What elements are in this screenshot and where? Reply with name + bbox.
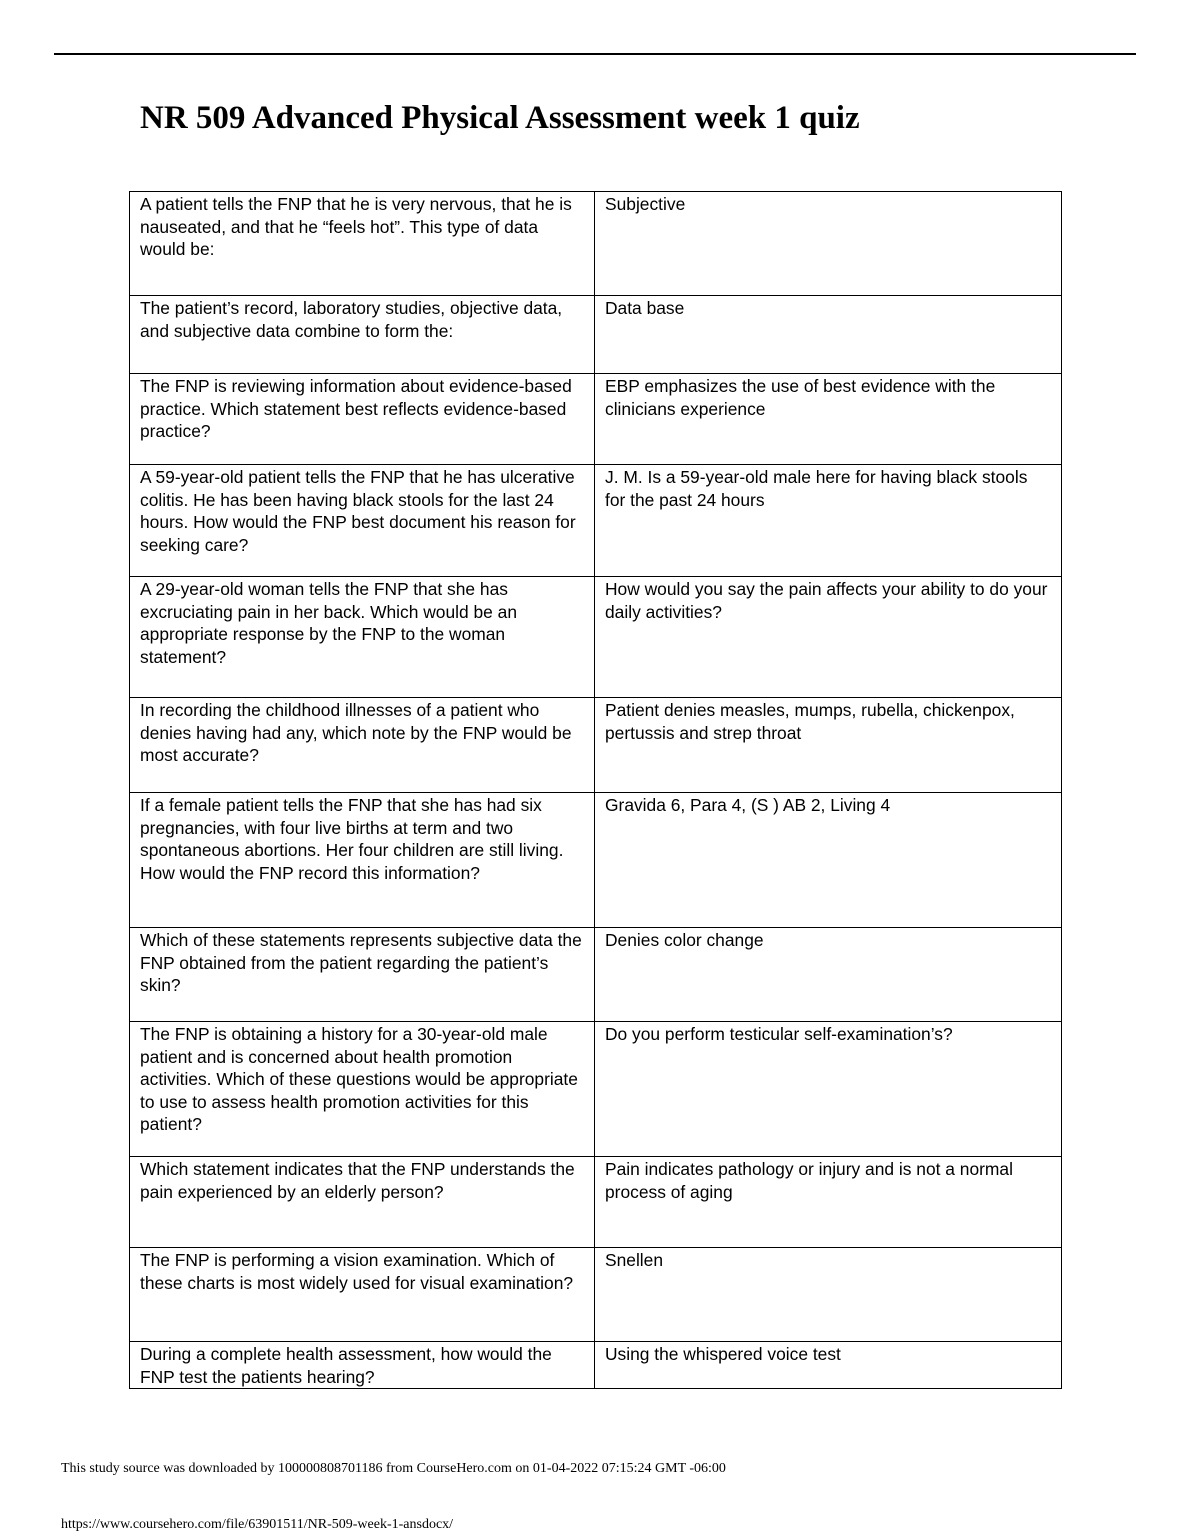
table-row (130, 465, 1062, 577)
question-cell: A 29-year-old woman tells the FNP that she has excruciating pain in her back. Which would be an appropriate response by the FNP to the woman statement? (130, 577, 595, 698)
answer-cell: Do you perform testicular self-examination’s? (595, 1022, 1062, 1157)
answer-cell: Subjective (595, 192, 1062, 296)
table-row (130, 928, 1062, 1022)
question-cell: In recording the childhood illnesses of a patient who denies having had any, which note by the FNP would be most accurate? (130, 698, 595, 793)
answer-cell: How would you say the pain affects your ability to do your daily activities? (595, 577, 1062, 698)
table-row (130, 1342, 1062, 1389)
question-cell: The patient’s record, laboratory studies, objective data, and subjective data combine to form the: (130, 296, 595, 374)
table-row (130, 698, 1062, 793)
question-cell: If a female patient tells the FNP that she has had six pregnancies, with four live births at term and two spontaneous abortions. Her four children are still living. How would the FNP record this information? (130, 793, 595, 928)
answer-cell: Gravida 6, Para 4, (S ) AB 2, Living 4 (595, 793, 1062, 928)
answer-cell: Snellen (595, 1248, 1062, 1342)
question-cell: A 59-year-old patient tells the FNP that he has ulcerative colitis. He has been having black stools for the last 24 hours. How would the FNP best document his reason for seeking care? (130, 465, 595, 577)
table-row (130, 793, 1062, 928)
qa-table (129, 191, 1062, 1389)
table-row (130, 577, 1062, 698)
table-row (130, 1157, 1062, 1248)
answer-cell: Patient denies measles, mumps, rubella, chickenpox, pertussis and strep throat (595, 698, 1062, 793)
top-rule (54, 53, 1136, 55)
question-cell: During a complete health assessment, how would the FNP test the patients hearing? (130, 1342, 595, 1389)
question-cell: The FNP is obtaining a history for a 30-year-old male patient and is concerned about health promotion activities. Which of these questions would be appropriate to use to assess health promotion activities for this patient? (130, 1022, 595, 1157)
answer-cell: Using the whispered voice test (595, 1342, 1062, 1389)
table-row (130, 296, 1062, 374)
download-source-notice: This study source was downloaded by 100000808701186 from CourseHero.com on 01-04-2022 07:15:24 GMT -06:00 (61, 1461, 726, 1476)
table-row (130, 374, 1062, 465)
question-cell: Which of these statements represents subjective data the FNP obtained from the patient regarding the patient’s skin? (130, 928, 595, 1022)
table-row (130, 1248, 1062, 1342)
answer-cell: EBP emphasizes the use of best evidence with the clinicians experience (595, 374, 1062, 465)
source-url: https://www.coursehero.com/file/63901511/NR-509-week-1-ansdocx/ (61, 1517, 454, 1532)
page-title: NR 509 Advanced Physical Assessment week 1 quiz (140, 100, 860, 136)
answer-cell: Denies color change (595, 928, 1062, 1022)
question-cell: The FNP is reviewing information about evidence-based practice. Which statement best reflects evidence-based practice? (130, 374, 595, 465)
answer-cell: Pain indicates pathology or injury and is not a normal process of aging (595, 1157, 1062, 1248)
question-cell: A patient tells the FNP that he is very nervous, that he is nauseated, and that he “feels hot”. This type of data would be: (130, 192, 595, 296)
question-cell: The FNP is performing a vision examination. Which of these charts is most widely used for visual examination? (130, 1248, 595, 1342)
table-row (130, 192, 1062, 296)
table-row (130, 1022, 1062, 1157)
question-cell: Which statement indicates that the FNP understands the pain experienced by an elderly person? (130, 1157, 595, 1248)
answer-cell: Data base (595, 296, 1062, 374)
answer-cell: J. M. Is a 59-year-old male here for having black stools for the past 24 hours (595, 465, 1062, 577)
